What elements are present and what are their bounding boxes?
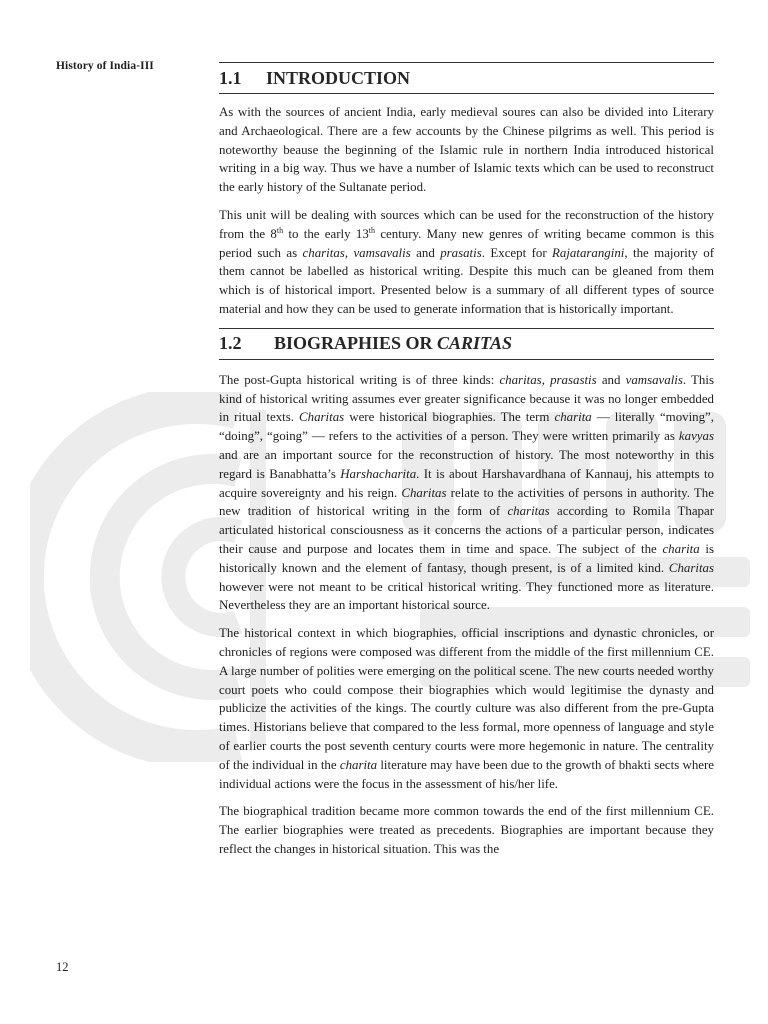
section-heading-introduction (219, 62, 714, 94)
biographies-paragraph-2: The historical context in which biographies, official inscriptions and dynastic chronicles, or chronicles of regions were composed was different from the middle of the first millennium CE. A large number of polities were emerging on the political scene. The new courts needed worthy court poets who could compose their biographies which would legitimise the dynasty and publicize the activities of the kings. The courtly culture was also different from the pre-Gupta times. Historians believe that compared to the less formal, more openness of language and style of earlier courts the post seventh century courts were more hegemonic in nature. The centrality of the individual in the charita literature may have been due to the growth of bhakti sects where individual actions were the focus in the assessment of his/her life. (219, 626, 715, 791)
section-number: 1.1 (219, 67, 242, 88)
running-header: History of India-III (56, 60, 154, 72)
biographies-paragraph-1: The post-Gupta historical writing is of three kinds: charitas, prasastis and vamsavalis. This kind of historical writing assumes ever greater significance because it was no longer embedded in ritual texts. Charitas were historical biographies. The term charita — literally “moving”, “doing”, “going” — refers to the activities of a person. They were written primarily as kavyas and are an important source for the reconstruction of history. The most noteworthy in this regard is Banabhatta’s Harshacharita. It is about Harshavardhana of Kannauj, his attempts to acquire sovereignty and his reign. Charitas relate to the activities of persons in authority. The new tradition of historical writing in the form of charitas according to Romila Thapar articulated historical consciousness as it concerns the actions of a particular person, indicates their cause and purpose and locates them in time and space. The subject of the charita is historically known and the element of fantasy, though present, is of a limited kind. Charitas however were not meant to be critical historical writing. They functioned more as literature. Nevertheless they are an important historical source. (219, 372, 715, 613)
page-number: 12 (56, 960, 69, 974)
biographies-paragraph-3: The biographical tradition became more common towards the end of the first millennium CE. The earlier biographies were treated as precedents. Biographies are important because they reflect the changes in historical situation. This was the (219, 804, 714, 856)
section-heading-biographies (219, 328, 714, 360)
intro-paragraph-2: This unit will be dealing with sources which can be used for the reconstruction of the history from the 8th to the early 13th century. Many new genres of writing became common is this period such as charitas, vamsavalis and prasatis. Except for Rajatarangini, the majority of them cannot be labelled as historical writing. Despite this much can be gleaned from them which is of historical import. Presented below is a summary of all different types of source material and how they can be used to generate information that is historically important. (219, 207, 714, 316)
section-title: INTRODUCTION (266, 67, 411, 88)
section-number: 1.2 (219, 333, 242, 354)
main-column (219, 62, 714, 868)
intro-paragraph-1: As with the sources of ancient India, early medieval soures can also be divided into Literary and Archaeological. There are a few accounts by the Chinese pilgrims as well. This period is noteworthy beause the beginning of the Islamic rule in northern India introduced historical writing in a big way. Thus we have a number of Islamic texts which can be used to reconstruct the early history of the Sultanate period. (219, 105, 714, 195)
section-title: BIOGRAPHIES OR CARITAS (274, 333, 513, 354)
